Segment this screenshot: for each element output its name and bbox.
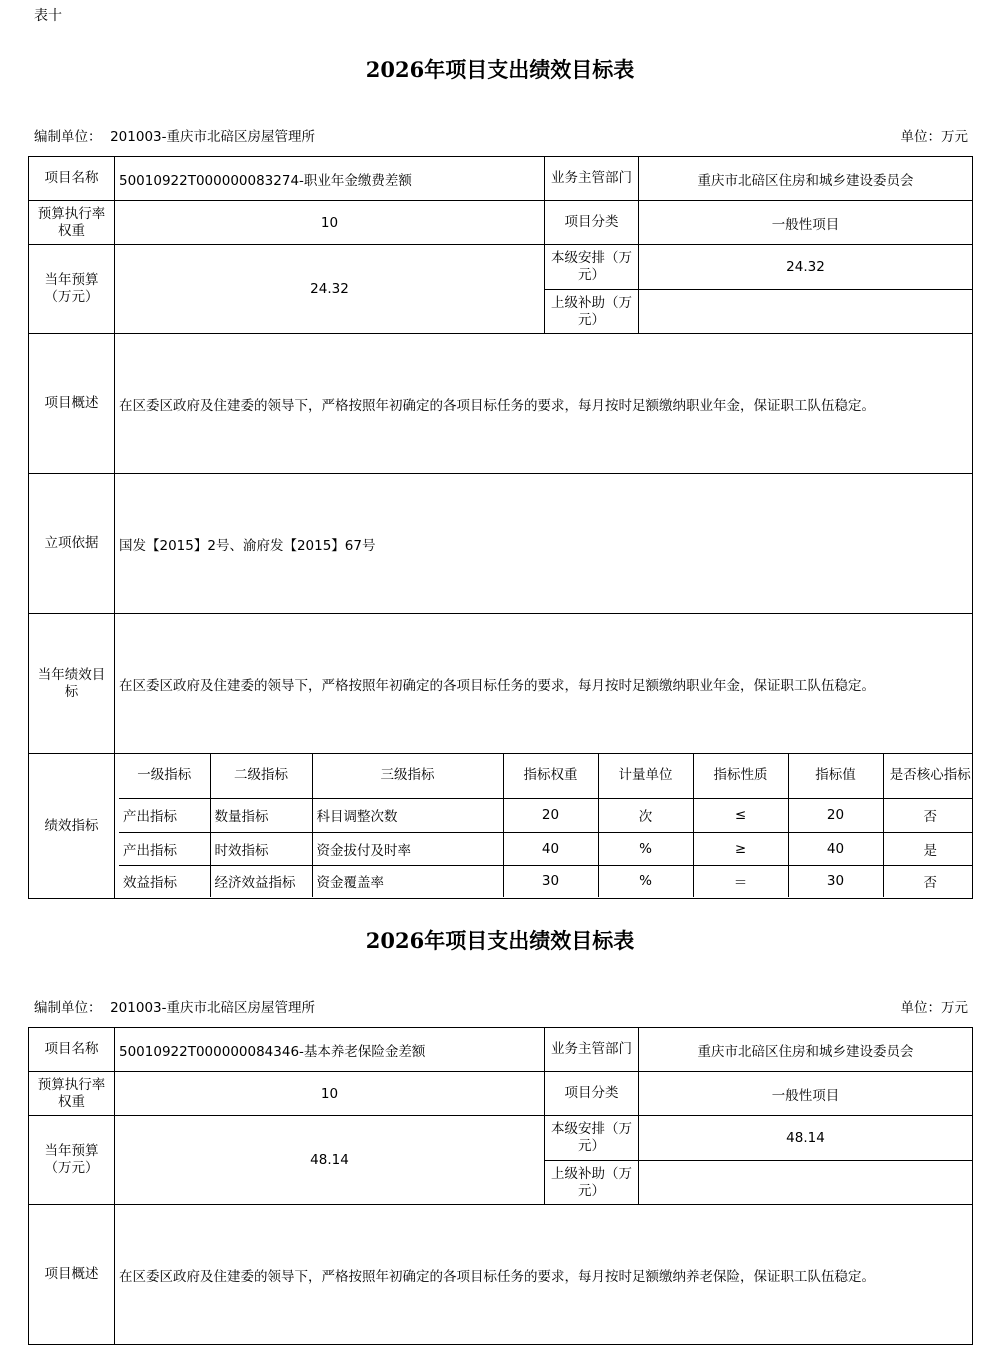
performance-target-table xyxy=(28,1027,973,1345)
weight-cell: 30 xyxy=(503,865,598,897)
unit-cell: 次 xyxy=(598,798,693,832)
indicator-label: 绩效指标 xyxy=(29,754,115,899)
upper-subsidy-value xyxy=(639,1161,973,1205)
level2-cell: 经济效益指标 xyxy=(210,865,312,897)
category-value: 一般性项目 xyxy=(639,201,973,245)
budget-label: 当年预算（万元） xyxy=(29,245,115,334)
core-cell: 否 xyxy=(883,865,973,897)
upper-subsidy-label: 上级补助（万元） xyxy=(545,1161,639,1205)
weight-cell: 40 xyxy=(503,832,598,865)
goal-text: 在区委区政府及住建委的领导下，严格按照年初确定的各项目标任务的要求，每月按时足额缴纳职业年金，保证职工队伍稳定。 xyxy=(115,614,973,754)
value-cell: 30 xyxy=(788,865,883,897)
corner-label: 表十 xyxy=(34,8,62,24)
table-title: 2026年项目支出绩效目标表 xyxy=(365,57,635,82)
dept-label: 业务主管部门 xyxy=(545,1028,639,1072)
local-budget-value: 24.32 xyxy=(639,245,973,290)
project-name-label: 项目名称 xyxy=(29,1028,115,1072)
level3-cell: 资金覆盖率 xyxy=(312,865,503,897)
header-value: 指标值 xyxy=(788,754,883,798)
compiling-unit-name: 201003-重庆市北碚区房屋管理所 xyxy=(110,1000,315,1016)
category-label: 项目分类 xyxy=(545,201,639,245)
compiling-unit-label: 编制单位： xyxy=(34,129,102,145)
level3-cell: 科目调整次数 xyxy=(312,798,503,832)
currency-unit: 单位：万元 xyxy=(900,129,968,145)
value-cell: 40 xyxy=(788,832,883,865)
compiling-unit xyxy=(34,996,315,1016)
header-unit: 计量单位 xyxy=(598,754,693,798)
currency-unit: 单位：万元 xyxy=(900,1000,968,1016)
project-name-value: 50010922T000000083274-职业年金缴费差额 xyxy=(115,157,545,201)
upper-subsidy-label: 上级补助（万元） xyxy=(545,290,639,334)
header-level3: 三级指标 xyxy=(312,754,503,798)
compiling-unit xyxy=(34,125,315,145)
level1-cell: 产出指标 xyxy=(119,832,210,865)
budget-label: 当年预算（万元） xyxy=(29,1116,115,1205)
table-row xyxy=(119,798,973,832)
basis-label: 立项依据 xyxy=(29,474,115,614)
compiling-unit-name: 201003-重庆市北碚区房屋管理所 xyxy=(110,129,315,145)
value-cell: 20 xyxy=(788,798,883,832)
core-cell: 否 xyxy=(883,798,973,832)
table-row xyxy=(119,832,973,865)
table-row xyxy=(119,865,973,897)
local-budget-label: 本级安排（万元） xyxy=(545,1116,639,1161)
unit-cell: % xyxy=(598,865,693,897)
weight-value: 10 xyxy=(115,201,545,245)
local-budget-label: 本级安排（万元） xyxy=(545,245,639,290)
weight-cell: 20 xyxy=(503,798,598,832)
indicator-cell xyxy=(115,754,973,899)
core-cell: 是 xyxy=(883,832,973,865)
performance-target-table xyxy=(28,156,973,899)
dept-value: 重庆市北碚区住房和城乡建设委员会 xyxy=(639,157,973,201)
overview-text: 在区委区政府及住建委的领导下，严格按照年初确定的各项目标任务的要求，每月按时足额缴纳养老保险，保证职工队伍稳定。 xyxy=(115,1205,973,1345)
level2-cell: 时效指标 xyxy=(210,832,312,865)
header-level2: 二级指标 xyxy=(210,754,312,798)
level3-cell: 资金拔付及时率 xyxy=(312,832,503,865)
budget-value: 24.32 xyxy=(115,245,545,334)
local-budget-value: 48.14 xyxy=(639,1116,973,1161)
level1-cell: 产出指标 xyxy=(119,798,210,832)
category-value: 一般性项目 xyxy=(639,1072,973,1116)
header-core: 是否核心指标 xyxy=(883,754,973,798)
nature-cell: ≥ xyxy=(693,832,788,865)
nature-cell: ＝ xyxy=(693,865,788,897)
level2-cell: 数量指标 xyxy=(210,798,312,832)
dept-value: 重庆市北碚区住房和城乡建设委员会 xyxy=(639,1028,973,1072)
weight-label: 预算执行率权重 xyxy=(29,201,115,245)
goal-label: 当年绩效目标 xyxy=(29,614,115,754)
header-weight: 指标权重 xyxy=(503,754,598,798)
category-label: 项目分类 xyxy=(545,1072,639,1116)
header-level1: 一级指标 xyxy=(119,754,210,798)
nature-cell: ≤ xyxy=(693,798,788,832)
upper-subsidy-value xyxy=(639,290,973,334)
project-name-value: 50010922T000000084346-基本养老保险金差额 xyxy=(115,1028,545,1072)
project-name-label: 项目名称 xyxy=(29,157,115,201)
overview-label: 项目概述 xyxy=(29,1205,115,1345)
unit-cell: % xyxy=(598,832,693,865)
overview-label: 项目概述 xyxy=(29,334,115,474)
budget-value: 48.14 xyxy=(115,1116,545,1205)
weight-value: 10 xyxy=(115,1072,545,1116)
overview-text: 在区委区政府及住建委的领导下，严格按照年初确定的各项目标任务的要求，每月按时足额缴纳职业年金，保证职工队伍稳定。 xyxy=(115,334,973,474)
basis-text: 国发【2015】2号、渝府发【2015】67号 xyxy=(115,474,973,614)
dept-label: 业务主管部门 xyxy=(545,157,639,201)
weight-label: 预算执行率权重 xyxy=(29,1072,115,1116)
indicator-table xyxy=(119,754,973,897)
indicator-header-row xyxy=(119,754,973,798)
table-title: 2026年项目支出绩效目标表 xyxy=(365,928,635,953)
header-nature: 指标性质 xyxy=(693,754,788,798)
compiling-unit-label: 编制单位： xyxy=(34,1000,102,1016)
level1-cell: 效益指标 xyxy=(119,865,210,897)
